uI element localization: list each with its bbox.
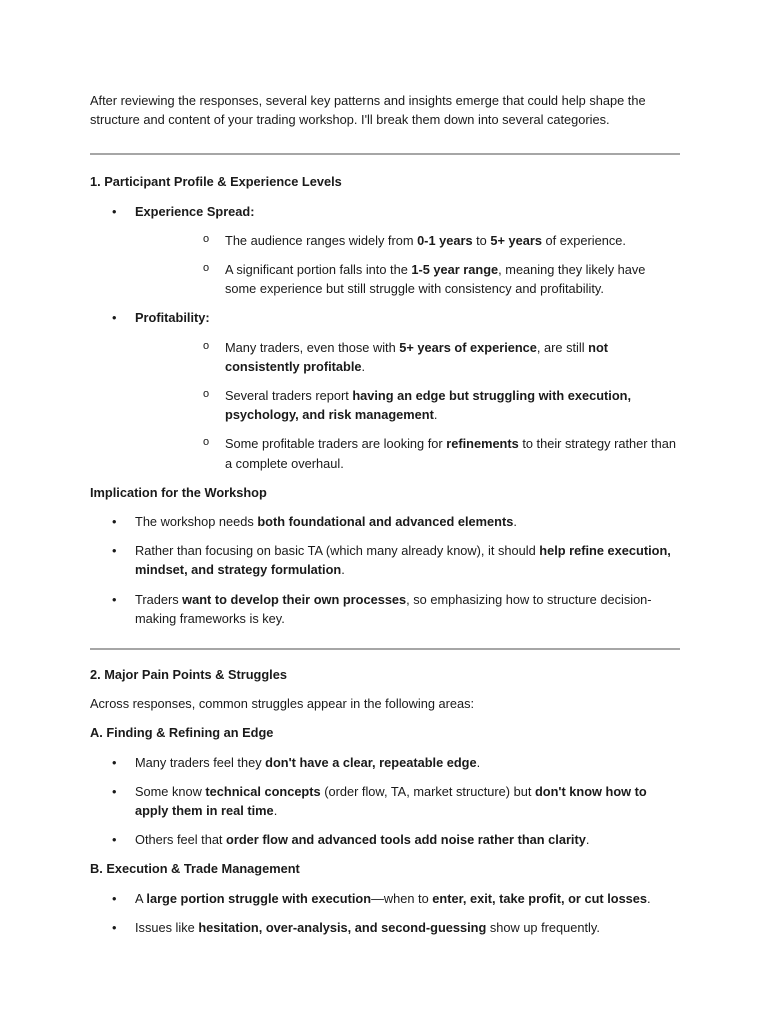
profitability-label: Profitability:	[135, 310, 210, 326]
profitability-sublist	[135, 338, 680, 473]
list-item: • Traders want to develop their own processes, so emphasizing how to structure decision-making frameworks is key.	[90, 590, 680, 628]
subsection-b-heading: B. Execution & Trade Management	[90, 861, 300, 877]
list-item: • Others feel that order flow and advanced tools add noise rather than clarity.	[90, 830, 680, 849]
list-item: • Rather than focusing on basic TA (which many already know), it should help refine execution, mindset, and strategy formulation.	[90, 541, 680, 579]
implication-list	[90, 512, 680, 628]
list-item: o Many traders, even those with 5+ years of experience, are still not consistently profitable.	[135, 338, 680, 376]
intro-paragraph: After reviewing the responses, several key patterns and insights emerge that could help shape the structure and content of your trading workshop. I'll break them down into several categories.	[90, 93, 646, 128]
document-page	[90, 91, 680, 947]
subsection-b-list	[90, 889, 680, 937]
list-item: o A significant portion falls into the 1-5 year range, meaning they likely have some experience but still struggle with consistency and profitability.	[135, 260, 680, 298]
list-item: o Some profitable traders are looking for refinements to their strategy rather than a complete overhaul.	[135, 434, 680, 472]
list-item: o The audience ranges widely from 0-1 years to 5+ years of experience.	[135, 231, 680, 250]
profitability-item	[90, 308, 680, 472]
list-item: • The workshop needs both foundational and advanced elements.	[90, 512, 680, 531]
list-item: o Several traders report having an edge but struggling with execution, psychology, and risk management.	[135, 386, 680, 424]
section-2-heading: 2. Major Pain Points & Struggles	[90, 667, 287, 683]
list-item: • Many traders feel they don't have a clear, repeatable edge.	[90, 753, 680, 772]
list-item: • Some know technical concepts (order flow, TA, market structure) but don't know how to apply them in real time.	[90, 782, 680, 820]
section-divider	[90, 648, 680, 650]
experience-spread-label: Experience Spread:	[135, 203, 255, 219]
section-divider	[90, 153, 680, 155]
list-item: • A large portion struggle with execution—when to enter, exit, take profit, or cut losses.	[90, 889, 680, 908]
list-item: • Issues like hesitation, over-analysis, and second-guessing show up frequently.	[90, 918, 680, 937]
experience-spread-item	[90, 202, 680, 299]
section-1-heading: 1. Participant Profile & Experience Levels	[90, 174, 342, 190]
implication-heading: Implication for the Workshop	[90, 484, 267, 500]
experience-sublist	[135, 231, 680, 299]
subsection-a-list	[90, 753, 680, 850]
subsection-a-heading: A. Finding & Refining an Edge	[90, 725, 274, 741]
section-1-list	[90, 202, 680, 473]
section-2-intro: Across responses, common struggles appear in the following areas:	[90, 696, 475, 712]
